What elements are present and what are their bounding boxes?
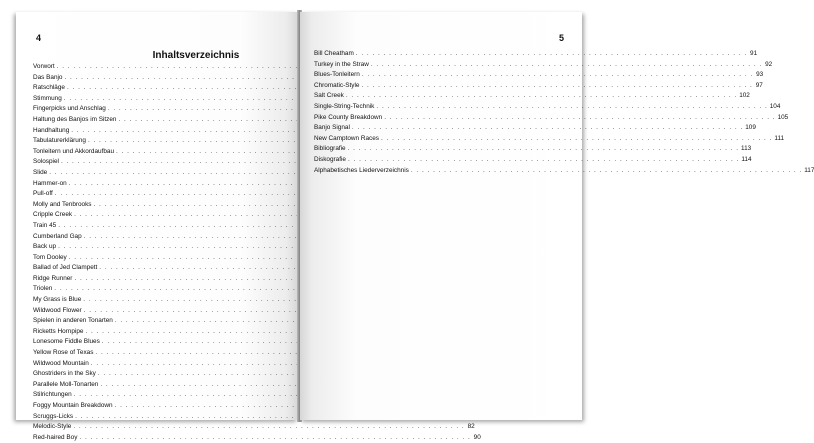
toc-entry [33,115,263,126]
toc-entry-label: Cripple Creek [33,211,73,219]
toc-leader-dots [346,91,737,102]
toc-entry [33,147,263,158]
toc-entry-page: 113 [740,145,752,153]
toc-entry-label: Banjo Signal [314,124,350,132]
toc-entry [314,81,763,92]
toc-entry [314,102,781,113]
toc-entry-label: Hammer-on [33,179,67,187]
toc-entry-label: Bill Cheatham [314,50,354,57]
toc-entry [33,274,263,285]
toc-leader-dots [73,422,464,433]
toc-entry-label: Pike County Breakdown [314,113,383,121]
toc-entry [33,83,263,94]
toc-entry [33,284,263,295]
toc-entry [314,60,773,71]
toc-entry-label: Tonleitern und Akkordaufbau [33,147,115,155]
toc-entry-label: Train 45 [33,221,57,229]
toc-entry [33,200,263,211]
toc-entry [314,49,758,60]
toc-entry-page: 105 [777,113,789,121]
toc-entry-label: Red-haired Boy [33,433,78,441]
toc-entry [33,126,263,137]
toc-entry [314,166,814,177]
toc-entry-label: Scruggs-Licks [33,412,74,420]
toc-entry-page: 93 [756,71,764,79]
toc-entry [33,94,263,105]
toc-entry [33,179,263,190]
right-page [300,12,814,420]
toc-entry-label: Stilrichtungen [33,391,72,399]
toc-leader-dots [356,49,747,60]
toc-leader-dots [352,123,743,134]
toc-leader-dots [411,166,802,177]
toc-entry-label: Molly and Tenbrooks [33,200,92,208]
toc-entry-label: Ricketts Hornpipe [33,327,84,335]
toc-entry-label: Back up [33,243,57,251]
toc-entry-label: Melodic-Style [33,423,72,431]
toc-entry-page: 97 [755,81,763,89]
toc-entry [33,306,263,317]
toc-entry [33,62,263,73]
toc-entry-label: Ridge Runner [33,274,73,282]
toc-entry-label: Single-String-Technik [314,102,375,110]
toc-entry [314,134,785,145]
toc-entry-label: Wildwood Flower [33,306,82,314]
toc-entry-page: 109 [745,124,756,132]
toc-entry [33,337,263,348]
toc-entry-label: Ballad of Jed Clampett [33,264,98,272]
toc-entry-page: 102 [739,92,750,100]
toc-entry-label: Blues-Tonleitern [314,71,360,79]
toc-entry [33,242,263,253]
toc-entry-label: Cumberland Gap [33,232,82,240]
right-page-number: 5 [558,33,564,43]
toc-entry-label: Das Banjo [33,73,63,81]
toc-leader-dots [348,144,739,155]
toc-entry [33,401,263,412]
toc-entry-label: Tom Dooley [33,253,67,261]
right-toc-list [314,49,814,176]
toc-entry-page: 92 [765,60,773,68]
toc-entry-label: Yellow Rose of Texas [33,349,94,357]
toc-leader-dots [361,81,752,92]
toc-entry-label: Parallele Moll-Tonarten [33,380,99,388]
toc-leader-dots [384,113,775,124]
toc-entry-page: 90 [473,433,481,441]
toc-entry [33,136,263,147]
toc-entry [33,104,263,115]
toc-entry-label: Triolen [33,285,53,293]
toc-leader-dots [79,433,470,443]
toc-entry [33,210,263,221]
toc-entry [33,412,263,423]
toc-entry [314,91,750,102]
toc-entry-page: 114 [741,155,752,163]
toc-entry [33,168,263,179]
toc-entry [33,232,263,243]
toc-entry [33,253,263,264]
toc-entry-page: 104 [769,102,781,110]
toc-entry-label: Lonesome Fiddle Blues [33,338,100,346]
toc-entry [33,221,263,232]
toc-entry-label: Salt Creek [314,92,344,100]
toc-entry [33,73,263,84]
toc-entry-label: Solospiel [33,158,59,166]
toc-entry-label: Wildwood Mountain [33,359,89,367]
toc-entry-label: Handhaltung [33,126,70,134]
toc-entry [33,157,263,168]
toc-entry-label: Chromatic-Style [314,81,360,89]
toc-entry [33,189,263,200]
toc-entry [33,390,263,401]
toc-entry-label: Haltung des Banjos im Sitzen [33,115,117,123]
toc-entry-page: 117 [804,166,814,174]
toc-entry [33,295,263,306]
toc-entry [314,155,752,166]
toc-entry-label: Foggy Mountain Breakdown [33,402,113,409]
toc-entry [33,263,263,274]
toc-entry [33,369,263,380]
toc-entry-page: 111 [774,134,785,142]
left-page-number: 4 [36,33,42,43]
toc-entry [314,123,756,134]
toc-entry-label: Alphabetisches Liederverzeichnis [314,166,409,174]
toc-entry [33,433,481,443]
toc-entry-label: New Camptown Races [314,134,379,142]
toc-entry [314,113,789,124]
toc-entry [33,422,475,433]
toc-entry [314,144,752,155]
toc-entry-label: Tabulaturerklärung [33,137,86,145]
toc-title: Inhaltsverzeichnis [152,50,240,61]
toc-entry-label: Spielen in anderen Tonarten [33,317,113,325]
toc-entry-label: Ghostriders in the Sky [33,370,96,378]
toc-entry-page: 91 [750,50,758,57]
toc-leader-dots [381,134,772,145]
toc-leader-dots [348,155,739,166]
toc-entry-label: Bibliografie [314,145,346,153]
toc-entry [33,327,263,338]
toc-entry-label: Pull-off [33,190,53,198]
toc-entry [314,70,764,81]
toc-entry [33,359,263,370]
toc-entry-label: Turkey in the Straw [314,60,369,68]
toc-entry-label: My Grass is Blue [33,296,82,304]
toc-entry [33,380,263,391]
toc-entry [33,316,263,327]
toc-entry-label: Fingerpicks und Anschlag [33,105,106,113]
toc-entry-label: Vorwort [33,63,55,70]
toc-entry [33,348,263,359]
toc-entry-label: Slide [33,168,48,176]
toc-entry-page: 82 [467,423,475,431]
toc-leader-dots [362,70,753,81]
toc-entry-label: Diskografie [314,155,346,163]
toc-leader-dots [376,102,767,113]
toc-leader-dots [371,60,762,71]
toc-entry-label: Stimmung [33,94,62,102]
toc-entry-label: Ratschläge [33,84,65,92]
